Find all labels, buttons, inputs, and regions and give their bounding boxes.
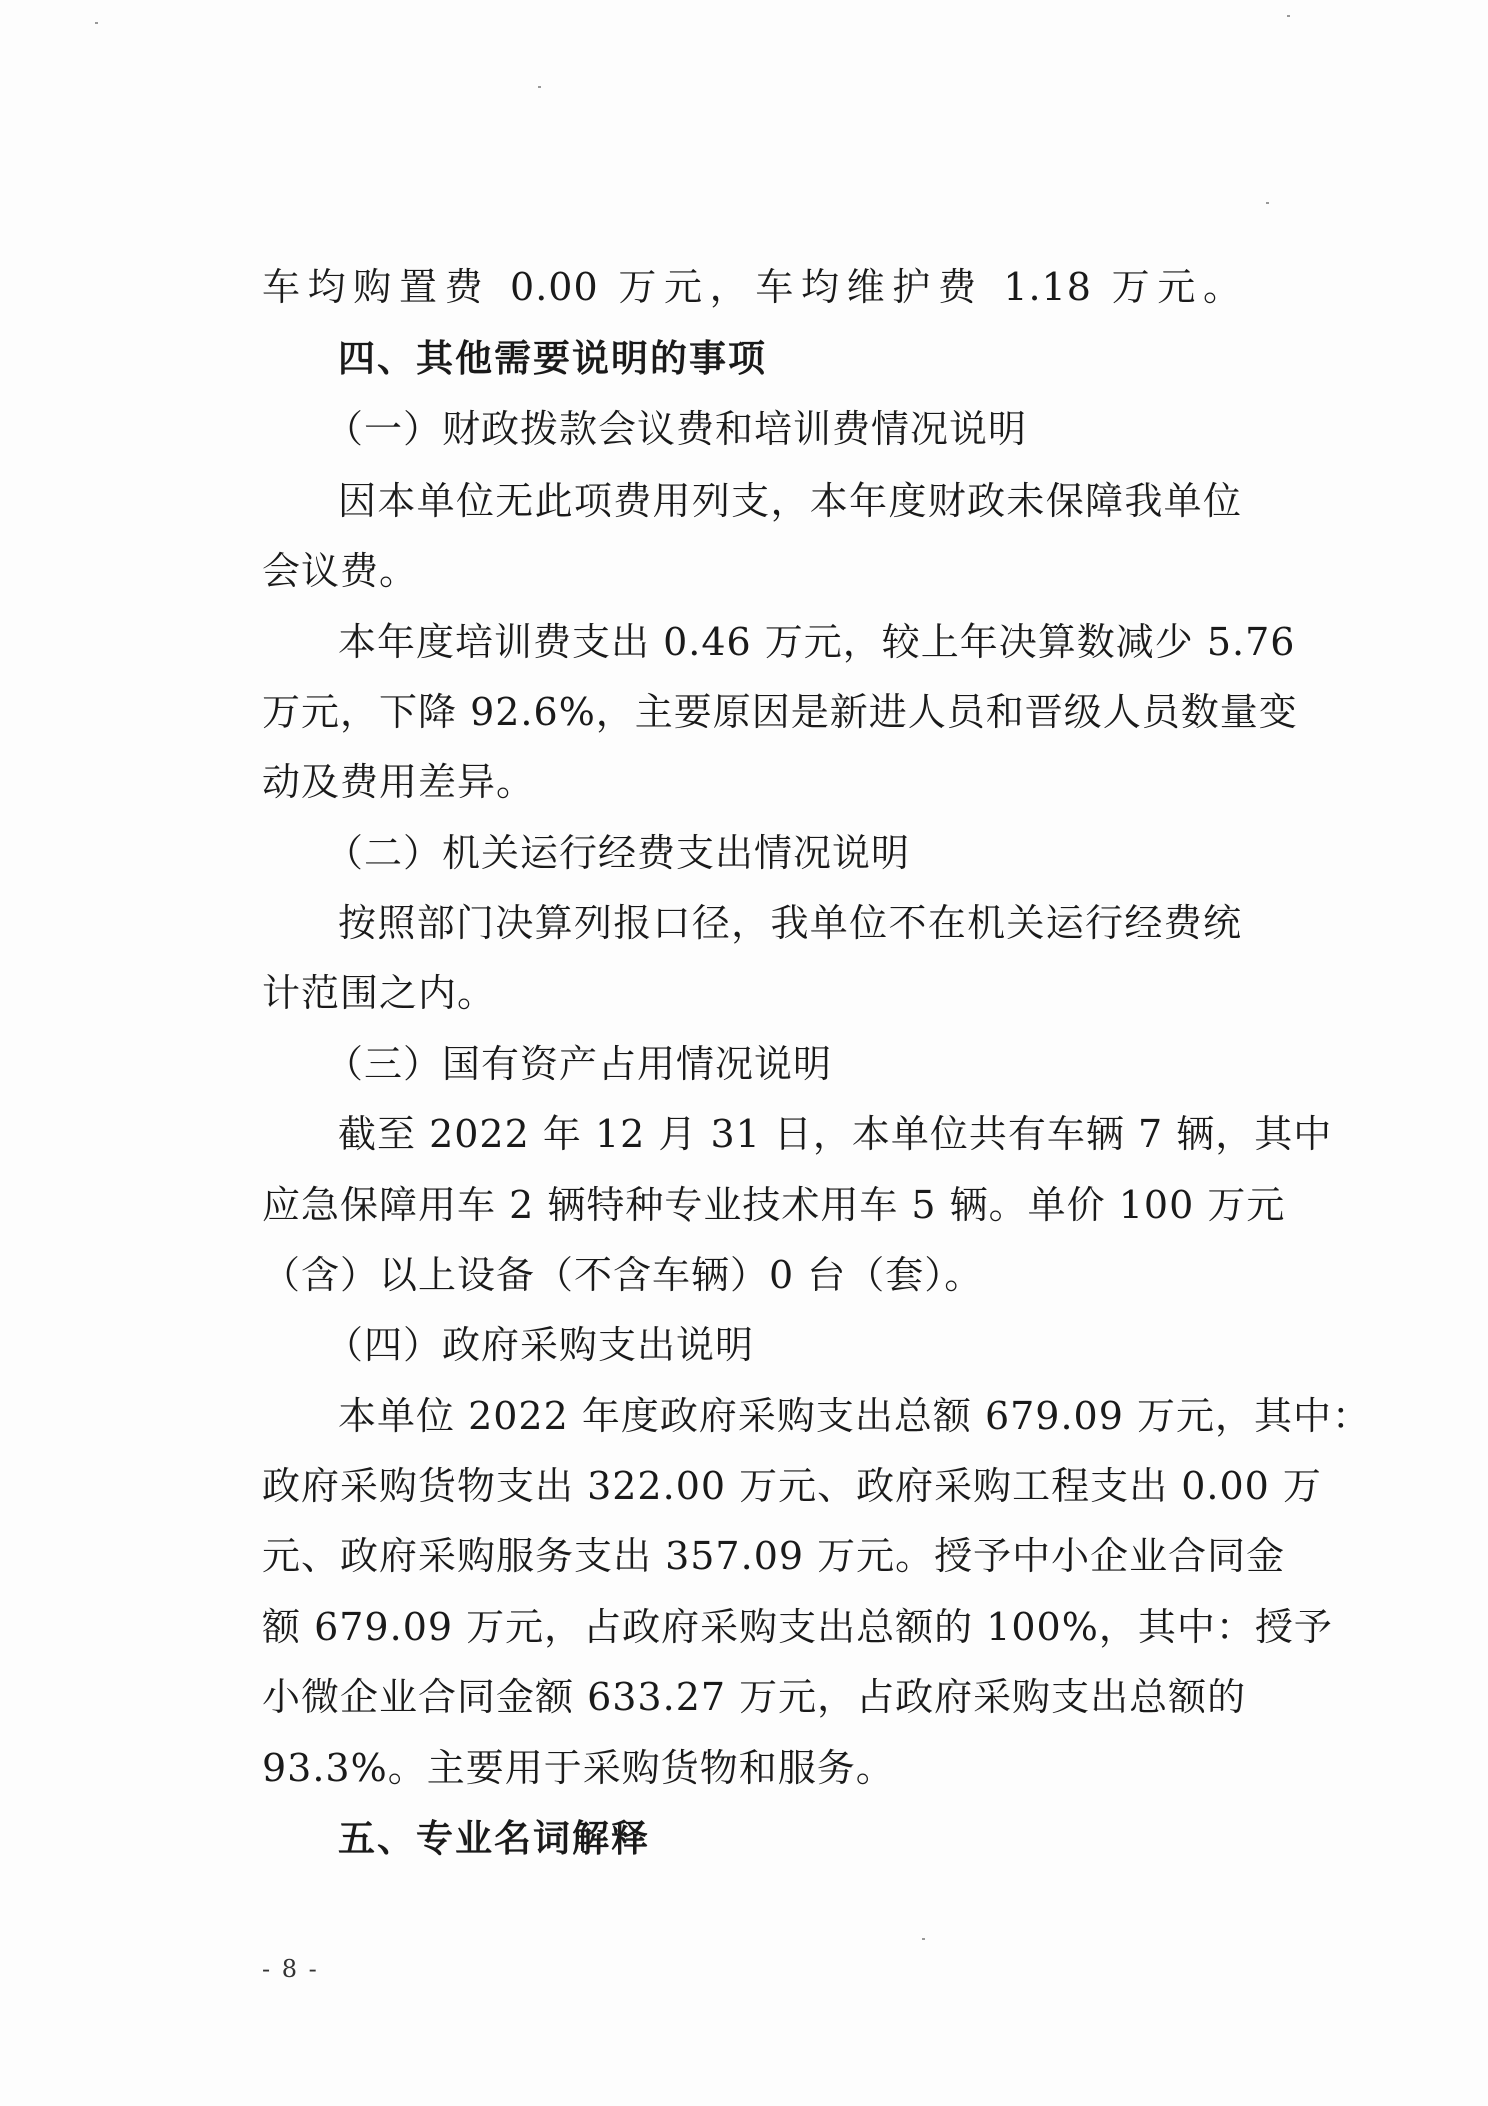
body-line: 本单位 2022 年度政府采购支出总额 679.09 万元，其中： (338, 1394, 1371, 1438)
body-line: 万元，下降 92.6%，主要原因是新进人员和晋级人员数量变 (262, 690, 1298, 734)
body-line: 额 679.09 万元，占政府采购支出总额的 100%，其中：授予 (262, 1605, 1333, 1649)
body-line: 车均购置费 0.00 万元，车均维护费 1.18 万元。 (262, 265, 1242, 309)
scan-speck (1287, 15, 1290, 17)
body-line: 动及费用差异。 (262, 760, 536, 804)
body-line: 93.3%。主要用于采购货物和服务。 (262, 1746, 895, 1790)
subsection-heading-two: （二）机关运行经费支出情况说明 (325, 831, 911, 875)
subsection-heading-four: （四）政府采购支出说明 (325, 1323, 755, 1367)
body-line: 因本单位无此项费用列支，本年度财政未保障我单位 (338, 479, 1242, 523)
body-line: 小微企业合同金额 633.27 万元，占政府采购支出总额的 (262, 1675, 1247, 1719)
scan-speck (95, 22, 98, 24)
body-line: 按照部门决算列报口径，我单位不在机关运行经费统 (338, 901, 1242, 945)
body-line: 会议费。 (262, 549, 419, 593)
body-line: 本年度培训费支出 0.46 万元，较上年决算数减少 5.76 (338, 620, 1296, 664)
section-heading-four: 四、其他需要说明的事项 (338, 337, 767, 380)
body-line: 截至 2022 年 12 月 31 日，本单位共有车辆 7 辆，其中 (338, 1112, 1333, 1156)
section-heading-five: 五、专业名词解释 (338, 1817, 650, 1860)
scan-speck (1266, 202, 1269, 204)
body-line: （含）以上设备（不含车辆）0 台（套）。 (262, 1253, 984, 1297)
body-line: 政府采购货物支出 322.00 万元、政府采购工程支出 0.00 万 (262, 1464, 1322, 1508)
scan-speck (922, 1938, 925, 1940)
body-line: 应急保障用车 2 辆特种专业技术用车 5 辆。单价 100 万元 (262, 1183, 1286, 1227)
subsection-heading-one: （一）财政拨款会议费和培训费情况说明 (325, 407, 1028, 451)
page-number: - 8 - (262, 1955, 319, 1983)
body-line: 计范围之内。 (262, 971, 497, 1015)
subsection-heading-three: （三）国有资产占用情况说明 (325, 1042, 833, 1086)
body-line: 元、政府采购服务支出 357.09 万元。授予中小企业合同金 (262, 1534, 1286, 1578)
scan-speck (538, 86, 541, 88)
